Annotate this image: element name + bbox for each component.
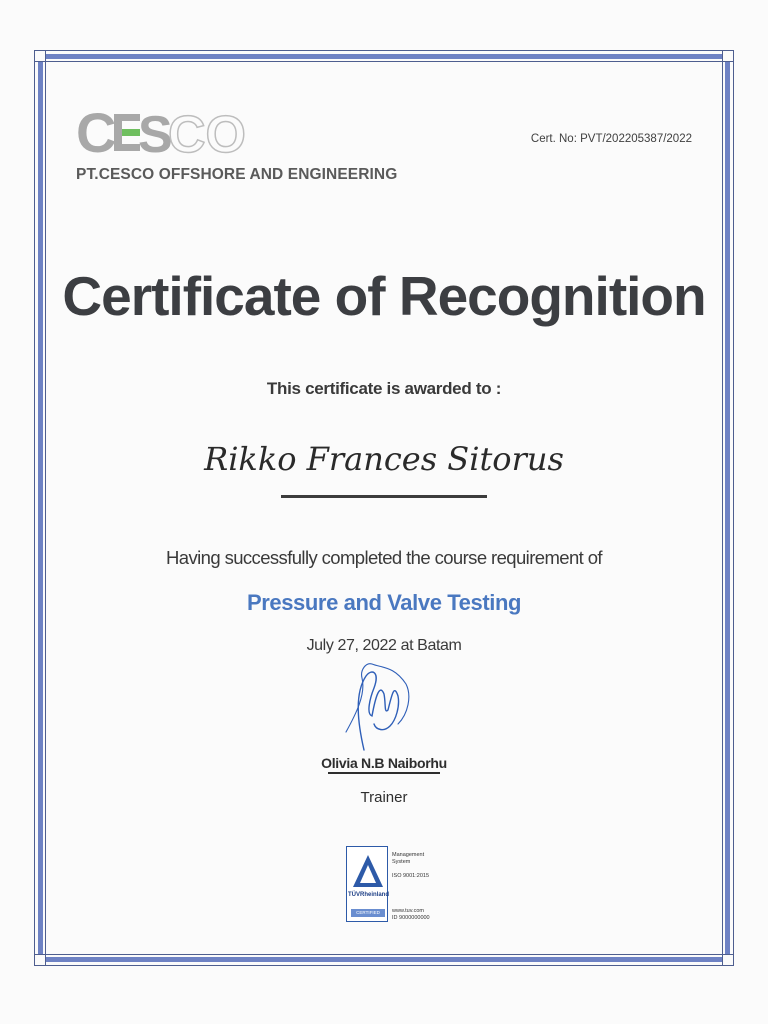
tuv-certified-label: CERTIFIED — [351, 909, 385, 917]
frame-corner-bottom-right — [722, 954, 734, 966]
company-logo — [74, 100, 398, 190]
company-name: PT.CESCO OFFSHORE AND ENGINEERING — [76, 166, 398, 183]
frame-corner-top-right — [722, 50, 734, 62]
tuv-certification-badge — [346, 846, 428, 926]
frame-inner-border — [45, 61, 723, 955]
cesco-logo-mark — [74, 100, 254, 162]
awarded-to-text: This certificate is awarded to : — [266, 379, 502, 398]
trainer-signature — [336, 654, 416, 754]
trainer-role: Trainer — [360, 789, 408, 806]
tuv-web-line-2: ID 9000000000 — [392, 915, 430, 921]
certificate-title: Certificate of Recognition — [62, 265, 706, 327]
certificate-number: Cert. No: PVT/202205387/2022 — [530, 133, 692, 145]
trainer-underline — [328, 772, 440, 774]
svg-text:C: C — [76, 101, 113, 162]
frame-corner-top-left — [34, 50, 46, 62]
date-location: July 27, 2022 at Batam — [306, 637, 462, 654]
recipient-name: Rikko Frances Sitorus — [204, 440, 564, 478]
completion-text: Having successfully completed the course requirement of — [166, 547, 602, 568]
tuv-system-line-1: Management — [392, 852, 425, 858]
trainer-name: Olivia N.B Naiborhu — [321, 755, 447, 771]
frame-corner-bottom-left — [34, 954, 46, 966]
course-name: Pressure and Valve Testing — [246, 590, 522, 615]
svg-text:CO: CO — [168, 106, 246, 162]
tuv-brand: TÜVRheinland — [348, 892, 390, 898]
tuv-system-line-3: ISO 9001:2015 — [392, 873, 430, 879]
tuv-triangle-icon — [348, 851, 388, 891]
tuv-web-line-1: www.tuv.com — [392, 908, 424, 914]
svg-text:S: S — [138, 106, 173, 162]
tuv-system-line-2: System — [392, 859, 411, 865]
tuv-badge-box — [346, 846, 388, 922]
recipient-underline — [281, 495, 487, 498]
